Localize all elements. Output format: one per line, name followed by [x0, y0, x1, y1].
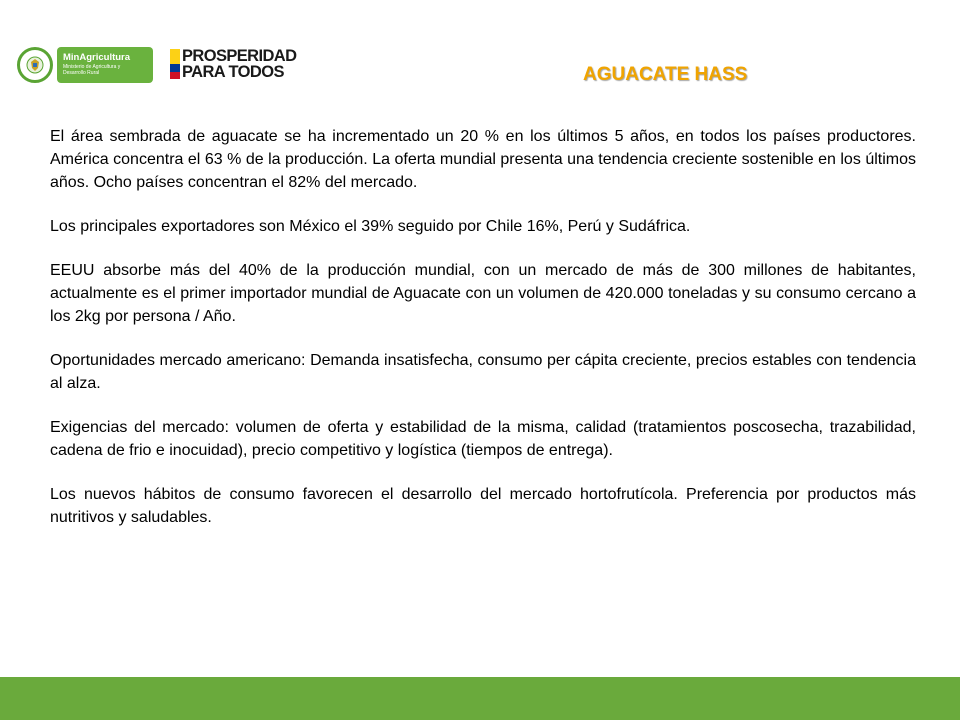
slide-body: [50, 125, 916, 550]
slide-title: AGUACATE HASS: [583, 64, 748, 85]
paragraph-eeuu: EEUU absorbe más del 40% de la producción mundial, con un mercado de más de 300 millones de habitantes, actualmente es el primer importador mundial de Aguacate con un volumen de 420.000 toneladas y su consumo cercano a los 2kg por persona / Año.: [50, 262, 916, 325]
paragraph-exigencias: Exigencias del mercado: volumen de oferta y estabilidad de la misma, calidad (tratamientos poscosecha, trazabilidad, cadena de frio e inocuidad), precio competitivo y logística (tiempos de entrega).: [50, 419, 916, 459]
logo-line-1: PROSPERIDAD: [182, 47, 297, 65]
minagricultura-logo: [17, 47, 153, 83]
footer-bar: [0, 677, 960, 720]
colombia-seal-icon: [17, 47, 53, 83]
paragraph-exportadores: Los principales exportadores son México el 39% seguido por Chile 16%, Perú y Sudáfrica.: [50, 218, 691, 235]
logo-line-2: PARA TODOS: [182, 63, 284, 81]
prosperidad-para-todos-logo: [170, 46, 310, 82]
colombia-flag-icon: [170, 49, 180, 79]
paragraph-habitos: Los nuevos hábitos de consumo favorecen el desarrollo del mercado hortofrutícola. Preferencia por productos más nutritivos y saludables.: [50, 486, 916, 526]
paragraph-area-sembrada: El área sembrada de aguacate se ha incrementado un 20 % en los últimos 5 años, en todos los países productores. América concentra el 63 % de la producción. La oferta mundial presenta una tendencia creciente sostenible en los últimos años. Ocho países concentran el 82% del mercado.: [50, 128, 916, 191]
ministry-name: MinAgricultura: [63, 52, 131, 63]
ministry-subtitle: Ministerio de Agricultura y Desarrollo Rural: [63, 64, 121, 76]
slide-header: [0, 0, 960, 110]
paragraph-oportunidades: Oportunidades mercado americano: Demanda insatisfecha, consumo per cápita creciente, precios estables con tendencia al alza.: [50, 352, 916, 392]
minagricultura-banner: [57, 47, 153, 83]
